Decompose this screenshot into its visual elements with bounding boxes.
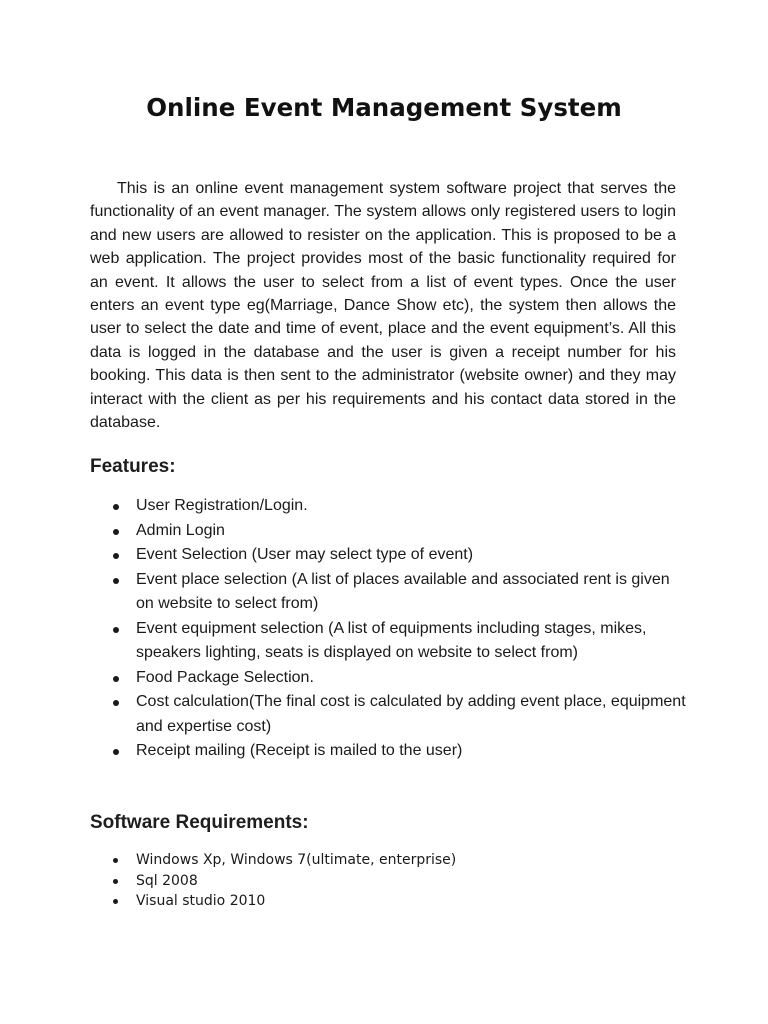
- software-requirements-heading: Software Requirements:: [90, 812, 309, 833]
- list-item: [90, 690, 690, 739]
- software-requirements-list: [90, 850, 690, 912]
- list-item-text: Sql 2008: [136, 872, 198, 889]
- bullet-icon: [113, 529, 119, 535]
- bullet-icon: [113, 578, 119, 584]
- list-item: [90, 568, 690, 617]
- list-item-text: Event Selection (User may select type of event): [136, 546, 474, 563]
- list-item: [90, 871, 690, 892]
- list-item: [90, 891, 690, 912]
- list-item: [90, 850, 690, 871]
- list-item: [90, 617, 690, 666]
- bullet-icon: [113, 553, 119, 559]
- document-title: Online Event Management System: [146, 93, 622, 122]
- bullet-icon: [113, 504, 119, 510]
- list-item-text: Receipt mailing (Receipt is mailed to the user): [136, 742, 463, 759]
- bullet-icon: [113, 899, 118, 904]
- features-heading: Features:: [90, 456, 176, 477]
- list-item: [90, 739, 690, 764]
- intro-paragraph: This is an online event management system software project that serves the functionality of an event manager. The system allows only registered users to login and new users are allowed to resister on the application. This is proposed to be a web application. The project provides most of the basic functionality required for an event. It allows the user to select from a list of event types. Once the user enters an event type eg(Marriage, Dance Show etc), the system then allows the user to select the date and time of event, place and the event equipment’s. All this data is logged in the database and the user is given a receipt number for his booking. This data is then sent to the administrator (website owner) and they may interact with the client as per his requirements and his contact data stored in the database.: [90, 180, 676, 432]
- list-item-text: Cost calculation(The final cost is calculated by adding event place, equipment and expertise cost): [136, 693, 686, 735]
- bullet-icon: [113, 879, 118, 884]
- features-list: [90, 494, 690, 764]
- bullet-icon: [113, 749, 119, 755]
- bullet-icon: [113, 858, 118, 863]
- list-item-text: Windows Xp, Windows 7(ultimate, enterprise): [136, 852, 457, 868]
- list-item: [90, 494, 690, 519]
- list-item: [90, 666, 690, 691]
- bullet-icon: [113, 676, 119, 682]
- list-item-text: Admin Login: [136, 521, 225, 539]
- list-item-text: Event equipment selection (A list of equipments including stages, mikes, speakers lighting, seats is displayed on website to select from): [136, 619, 647, 661]
- list-item-text: User Registration/Login.: [136, 497, 308, 514]
- list-item-text: Food Package Selection.: [136, 668, 314, 686]
- list-item: [90, 543, 690, 568]
- list-item-text: Event place selection (A list of places available and associated rent is given on website to select from): [136, 570, 670, 612]
- list-item: [90, 519, 690, 544]
- bullet-icon: [113, 627, 119, 633]
- list-item-text: Visual studio 2010: [136, 893, 266, 909]
- bullet-icon: [113, 700, 119, 706]
